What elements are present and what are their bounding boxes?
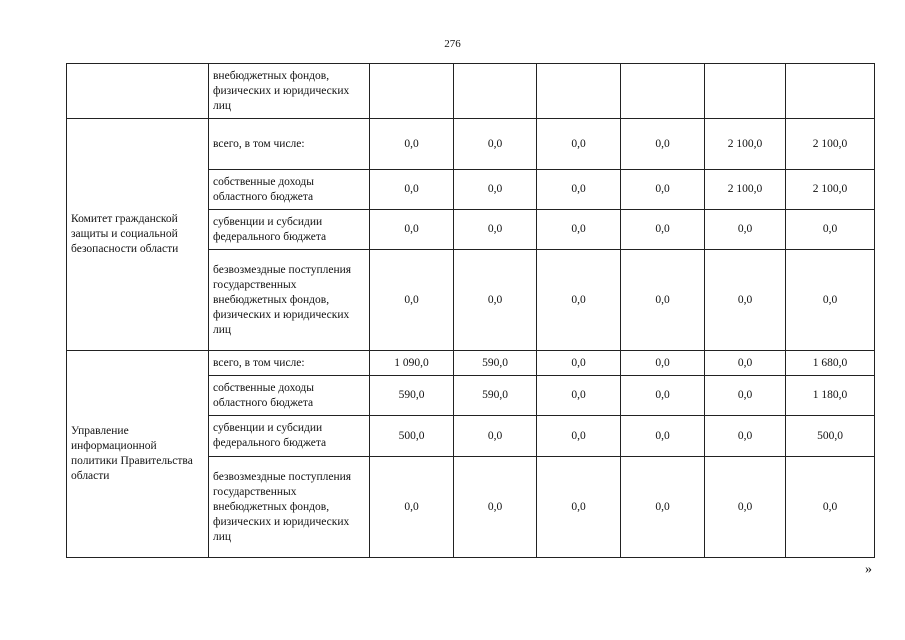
value-cell: 0,0	[705, 210, 786, 250]
value-cell: 0,0	[621, 250, 705, 351]
value-cell: 0,0	[537, 119, 621, 170]
value-cell: 0,0	[621, 119, 705, 170]
value-cell: 0,0	[537, 170, 621, 210]
funding-source-cell: собственные доходы областного бюджета	[209, 170, 370, 210]
value-cell: 0,0	[370, 210, 454, 250]
funding-source-cell: субвенции и субсидии федерального бюджета	[209, 210, 370, 250]
value-cell: 0,0	[370, 457, 454, 558]
closing-quote-mark: »	[865, 562, 872, 577]
value-cell: 0,0	[537, 416, 621, 457]
value-cell: 2 100,0	[705, 119, 786, 170]
value-cell	[705, 64, 786, 119]
value-cell: 0,0	[454, 119, 537, 170]
value-cell	[786, 64, 875, 119]
value-cell: 0,0	[705, 416, 786, 457]
value-cell: 0,0	[370, 250, 454, 351]
funding-source-cell: всего, в том числе:	[209, 351, 370, 376]
value-cell	[370, 64, 454, 119]
value-cell: 0,0	[786, 457, 875, 558]
value-cell: 0,0	[454, 250, 537, 351]
value-cell: 0,0	[786, 210, 875, 250]
value-cell	[454, 64, 537, 119]
value-cell: 0,0	[705, 250, 786, 351]
value-cell: 0,0	[537, 250, 621, 351]
value-cell: 2 100,0	[786, 119, 875, 170]
value-cell: 590,0	[454, 376, 537, 416]
funding-source-cell: безвозмездные поступления государственных внебюджетных фондов, физических и юридических лиц	[209, 250, 370, 351]
value-cell	[537, 64, 621, 119]
value-cell: 0,0	[454, 457, 537, 558]
value-cell: 590,0	[370, 376, 454, 416]
value-cell: 0,0	[621, 376, 705, 416]
value-cell: 0,0	[537, 210, 621, 250]
organization-cell: Комитет гражданской защиты и социальной безопасности области	[67, 119, 209, 351]
value-cell: 500,0	[786, 416, 875, 457]
value-cell: 1 090,0	[370, 351, 454, 376]
value-cell: 0,0	[454, 416, 537, 457]
funding-source-cell: субвенции и субсидии федерального бюджета	[209, 416, 370, 457]
value-cell: 0,0	[370, 119, 454, 170]
funding-source-cell: всего, в том числе:	[209, 119, 370, 170]
table-row	[67, 64, 875, 119]
value-cell: 2 100,0	[786, 170, 875, 210]
value-cell: 0,0	[537, 376, 621, 416]
page-number: 276	[444, 38, 461, 50]
value-cell: 0,0	[786, 250, 875, 351]
value-cell: 0,0	[454, 170, 537, 210]
funding-source-cell: внебюджетных фондов, физических и юридических лиц	[209, 64, 370, 119]
value-cell: 0,0	[454, 210, 537, 250]
value-cell: 0,0	[370, 170, 454, 210]
value-cell: 0,0	[537, 351, 621, 376]
budget-table	[66, 63, 875, 558]
organization-cell: Управление информационной политики Правительства области	[67, 351, 209, 558]
value-cell: 0,0	[621, 351, 705, 376]
value-cell: 2 100,0	[705, 170, 786, 210]
value-cell: 0,0	[621, 416, 705, 457]
value-cell: 0,0	[621, 210, 705, 250]
value-cell: 0,0	[621, 170, 705, 210]
value-cell: 0,0	[537, 457, 621, 558]
value-cell: 1 680,0	[786, 351, 875, 376]
funding-source-cell: собственные доходы областного бюджета	[209, 376, 370, 416]
value-cell: 0,0	[705, 351, 786, 376]
value-cell	[621, 64, 705, 119]
funding-source-cell: безвозмездные поступления государственных внебюджетных фондов, физических и юридических лиц	[209, 457, 370, 558]
table-row	[67, 119, 875, 170]
value-cell: 0,0	[705, 457, 786, 558]
value-cell: 590,0	[454, 351, 537, 376]
value-cell: 1 180,0	[786, 376, 875, 416]
value-cell: 500,0	[370, 416, 454, 457]
table-row	[67, 351, 875, 376]
value-cell: 0,0	[705, 376, 786, 416]
value-cell: 0,0	[621, 457, 705, 558]
organization-cell	[67, 64, 209, 119]
